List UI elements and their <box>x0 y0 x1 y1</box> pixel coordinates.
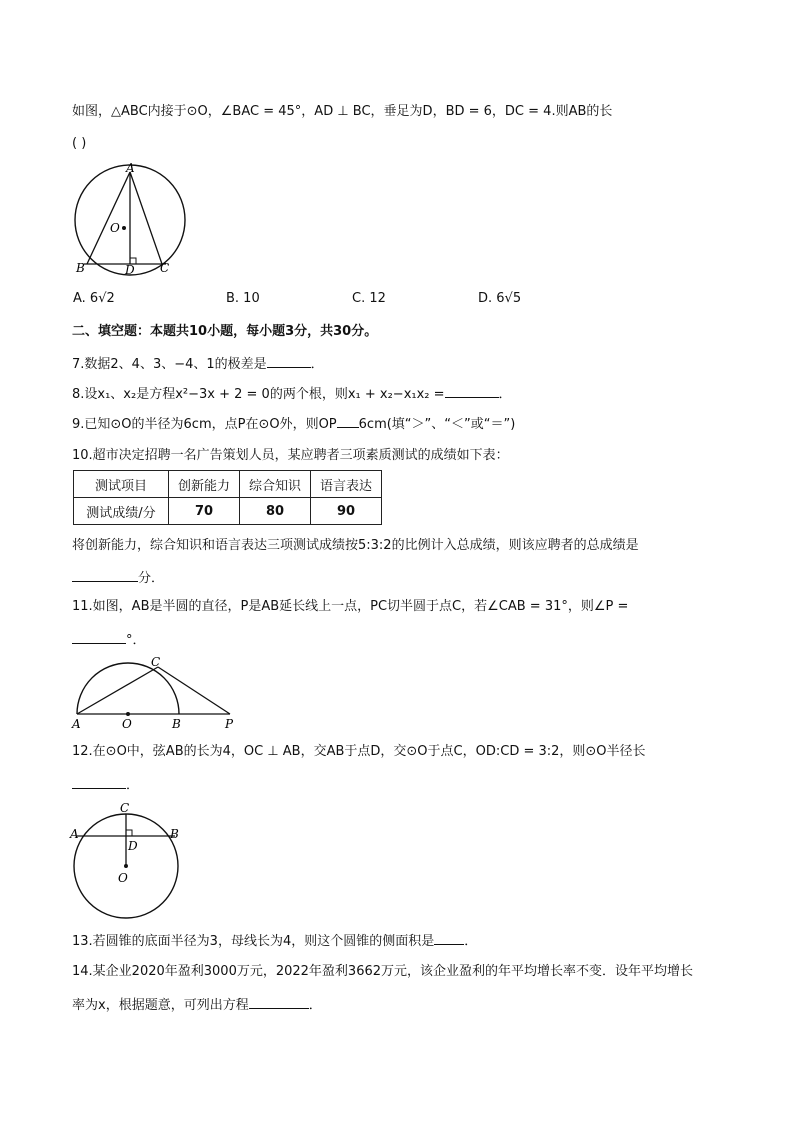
score-table <box>73 470 382 525</box>
q9-answer-blank[interactable] <box>337 414 359 428</box>
q14-line2 <box>72 995 322 1015</box>
segment-ac <box>130 172 162 264</box>
label-o: O <box>118 871 128 885</box>
q12-figure <box>66 800 186 920</box>
q10-answer-blank[interactable] <box>72 568 138 582</box>
q6-text-line <box>72 103 612 121</box>
q11-answer-blank[interactable] <box>72 630 126 644</box>
table-cell: 80 <box>240 498 311 525</box>
q13 <box>72 931 477 951</box>
label-a: A <box>126 162 135 175</box>
center-dot <box>126 712 130 716</box>
q7 <box>72 354 324 374</box>
table-cell: 测试成绩/分 <box>74 498 169 525</box>
q10-answer <box>72 568 164 588</box>
table-header-row <box>74 471 382 498</box>
label-d: D <box>125 263 135 277</box>
section-heading: 二、填空题：本题共10小题，每小题3分，共30分。 <box>72 324 378 339</box>
table-header: 测试项目 <box>74 471 169 498</box>
q6-option-c: C. 12 <box>352 291 386 306</box>
label-o: O <box>110 221 120 235</box>
q10-follow: 将创新能力，综合知识和语言表达三项测试成绩按5:3:2的比例计入总成绩，则该应聘者的总成绩是 <box>72 538 639 553</box>
label-c: C <box>160 261 170 275</box>
q13-text: 13.若圆锥的底面半径为3，母线长为4，则这个圆锥的侧面积是 <box>72 934 435 949</box>
q6-paren: ( ) <box>72 136 87 151</box>
center-dot <box>124 864 128 868</box>
table-header: 综合知识 <box>240 471 311 498</box>
q9-text-a: 9.已知⊙O的半径为6cm，点P在⊙O外，则OP <box>72 417 337 432</box>
q14-end: ． <box>308 998 322 1013</box>
q12-text: 12.在⊙O中，弦AB的长为4，OC ⊥ AB，交AB于点D，交⊙O于点C，OD:CD = 3:2，则⊙O半径长 <box>72 744 646 759</box>
table-row <box>74 498 382 525</box>
q10-text: 10.超市决定招聘一名广告策划人员，某应聘者三项素质测试的成绩如下表： <box>72 448 509 463</box>
table-header: 语言表达 <box>311 471 382 498</box>
q7-text: 7.数据2、4、3、−4、1的极差是 <box>72 357 267 372</box>
label-c: C <box>120 801 130 815</box>
center-dot <box>122 226 126 230</box>
q6-body: 如图，△ABC内接于⊙O，∠BAC = 45°，AD ⊥ BC，垂足为D，BD = 6，DC = 4.则AB的长 <box>72 104 613 119</box>
table-header: 创新能力 <box>169 471 240 498</box>
q8-answer-blank[interactable] <box>445 384 499 398</box>
q6-option-d: D. 6√5 <box>478 291 522 306</box>
q6-figure <box>62 162 192 280</box>
label-a: A <box>70 827 79 841</box>
label-p: P <box>225 717 234 730</box>
label-d: D <box>128 839 138 853</box>
segment-ab <box>87 172 130 264</box>
q12-answer <box>72 775 139 795</box>
q13-answer-blank[interactable] <box>434 931 464 945</box>
q11-answer <box>72 630 146 650</box>
label-o: O <box>122 717 132 730</box>
q6-option-b: B. 10 <box>226 291 260 306</box>
q9 <box>72 414 515 434</box>
label-c: C <box>151 656 161 669</box>
q13-end: ． <box>464 934 478 949</box>
q11-figure <box>68 656 244 730</box>
segment-pc <box>158 667 230 714</box>
right-angle-mark <box>126 830 132 836</box>
label-b: B <box>172 717 181 730</box>
table-cell: 70 <box>169 498 240 525</box>
label-b: B <box>170 827 179 841</box>
q12-end: ． <box>126 778 140 793</box>
q7-end: ． <box>310 357 324 372</box>
q12-answer-blank[interactable] <box>72 775 126 789</box>
q11-text: 11.如图，AB是半圆的直径，P是AB延长线上一点，PC切半圆于点C，若∠CAB = 31°，则∠P = <box>72 599 629 614</box>
q9-text-b: 6cm(填“＞”、“＜”或“＝”) <box>358 417 516 432</box>
q7-answer-blank[interactable] <box>267 354 311 368</box>
q8-text: 8.设x₁、x₂是方程x²−3x + 2 = 0的两个根，则x₁ + x₂−x₁x₂ = <box>72 387 445 402</box>
q8 <box>72 384 512 404</box>
label-a: A <box>72 717 81 730</box>
label-b: B <box>76 261 85 275</box>
q11-unit: °． <box>126 633 146 648</box>
q14-line1: 14.某企业2020年盈利3000万元，2022年盈利3662万元，该企业盈利的年平均增长率不变．设年平均增长 <box>72 964 694 979</box>
q14-answer-blank[interactable] <box>249 995 309 1009</box>
q6-option-a: A. 6√2 <box>73 291 115 306</box>
table-cell: 90 <box>311 498 382 525</box>
q14-text: 率为x，根据题意，可列出方程 <box>72 998 249 1013</box>
q8-end: ． <box>498 387 512 402</box>
q10-unit: 分． <box>138 571 165 586</box>
segment-ac <box>77 667 158 714</box>
